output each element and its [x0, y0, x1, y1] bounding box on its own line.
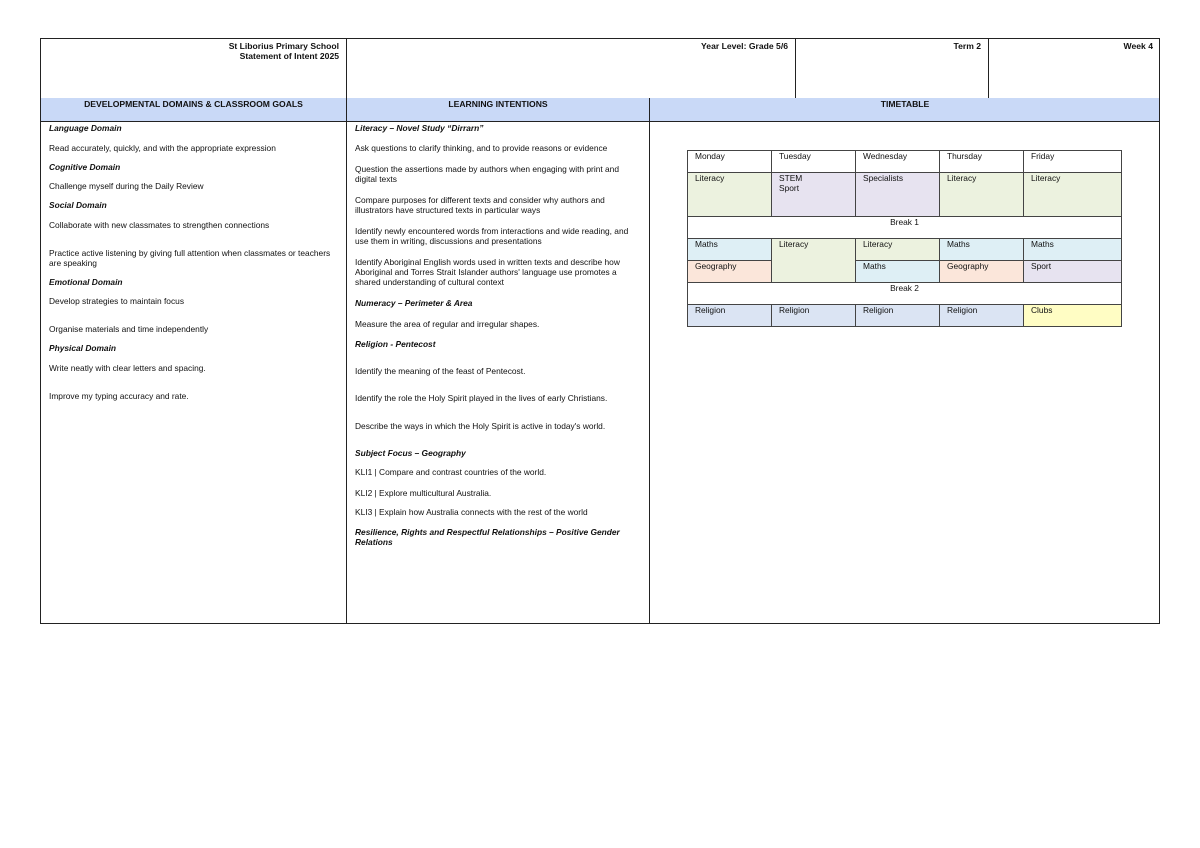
timetable-day-row: [688, 151, 1122, 173]
timetable-cell: Specialists: [856, 173, 940, 217]
emotional-goal-2: Organise materials and time independently: [49, 324, 209, 334]
social-goal-1: Collaborate with new classmates to strengthen connections: [49, 220, 270, 230]
timetable-cell: Maths: [856, 261, 940, 283]
subject-intention-3: KLI3 | Explain how Australia connects with the rest of the world: [355, 507, 588, 517]
religion-intention-2: Identify the role the Holy Spirit played in the lives of early Christians.: [355, 393, 608, 403]
religion-heading: Religion - Pentecost: [355, 339, 436, 349]
doc-title: Statement of Intent 2025: [239, 51, 339, 61]
religion-intention-3: Describe the ways in which the Holy Spirit is active in today's world.: [355, 421, 606, 431]
intentions-column: [347, 122, 650, 623]
physical-domain-heading: Physical Domain: [49, 343, 117, 353]
timetable-cell: Religion: [772, 305, 856, 327]
timetable-cell: Religion: [688, 305, 772, 327]
timetable-break-2: [688, 283, 1122, 305]
literacy-intention-1: Ask questions to clarify thinking, and to provide reasons or evidence: [355, 143, 608, 153]
language-domain-heading: Language Domain: [49, 123, 122, 133]
numeracy-heading: Numeracy – Perimeter & Area: [355, 298, 473, 308]
literacy-intention-2: Question the assertions made by authors when engaging with print and digital texts: [355, 164, 619, 184]
emotional-goal-1: Develop strategies to maintain focus: [49, 296, 185, 306]
timetable-break-1: [688, 217, 1122, 239]
timetable-cell: Religion: [940, 305, 1024, 327]
physical-goal-2: Improve my typing accuracy and rate.: [49, 391, 189, 401]
term-cell: [796, 39, 989, 98]
header-row: [41, 39, 1159, 99]
break-2-label: Break 2: [688, 283, 1122, 305]
school-name: St Liborius Primary School: [228, 41, 339, 51]
school-cell: [41, 39, 347, 98]
numeracy-intention-1: Measure the area of regular and irregular shapes.: [355, 319, 540, 329]
language-goal-1: Read accurately, quickly, and with the appropriate expression: [49, 143, 276, 153]
day-friday: Friday: [1024, 151, 1122, 173]
year-level-cell: [347, 39, 796, 98]
goals-column-title: DEVELOPMENTAL DOMAINS & CLASSROOM GOALS: [41, 98, 347, 121]
cognitive-goal-1: Challenge myself during the Daily Review: [49, 181, 204, 191]
literacy-intention-3: Compare purposes for different texts and consider why authors and illustrators have structured texts in particular ways: [355, 195, 605, 215]
column-title-bar: [41, 98, 1159, 122]
term: Term 2: [953, 41, 981, 51]
timetable-session-1: [688, 173, 1122, 217]
timetable-cell: Maths: [1024, 239, 1122, 261]
goals-column: [41, 122, 347, 623]
timetable-cell: Literacy: [856, 239, 940, 261]
literacy-intention-4: Identify newly encountered words from interactions and wide reading, and use them in writing, discussions and presentations: [355, 226, 629, 246]
week: Week 4: [1123, 41, 1153, 51]
day-tuesday: Tuesday: [772, 151, 856, 173]
social-goal-2: Practice active listening by giving full attention when classmates or teachers are speaking: [49, 248, 331, 268]
timetable-column-title: TIMETABLE: [880, 99, 930, 109]
subject-intention-1: KLI1 | Compare and contrast countries of the world.: [355, 467, 547, 477]
subject-focus-heading: Subject Focus – Geography: [355, 448, 466, 458]
timetable-session-2a: [688, 239, 1122, 261]
day-monday: Monday: [688, 151, 772, 173]
timetable-cell: Maths: [688, 239, 772, 261]
timetable-cell: Clubs: [1024, 305, 1122, 327]
timetable-cell: Sport: [1024, 261, 1122, 283]
statement-of-intent-sheet: [40, 38, 1160, 624]
timetable-cell: STEM Sport: [772, 173, 856, 217]
week-cell: [989, 39, 1160, 98]
timetable-cell: Literacy: [772, 239, 856, 283]
timetable-session-3: [688, 305, 1122, 327]
timetable-cell: Maths: [940, 239, 1024, 261]
subject-intention-2: KLI2 | Explore multicultural Australia.: [355, 488, 492, 498]
rrrr-heading: Resilience, Rights and Respectful Relationships – Positive Gender Relations: [355, 527, 620, 547]
timetable-cell: Literacy: [940, 173, 1024, 217]
literacy-heading: Literacy – Novel Study “Dirrarn”: [355, 123, 484, 133]
emotional-domain-heading: Emotional Domain: [49, 277, 123, 287]
timetable-session-2b: [688, 261, 1122, 283]
religion-intention-1: Identify the meaning of the feast of Pentecost.: [355, 366, 526, 376]
weekly-timetable: [687, 150, 1122, 327]
timetable-cell: Literacy: [1024, 173, 1122, 217]
cognitive-domain-heading: Cognitive Domain: [49, 162, 121, 172]
break-1-label: Break 1: [688, 217, 1122, 239]
social-domain-heading: Social Domain: [49, 200, 107, 210]
timetable-cell: Geography: [940, 261, 1024, 283]
timetable-cell: Literacy: [688, 173, 772, 217]
year-level: Year Level: Grade 5/6: [701, 41, 788, 51]
timetable-cell: Religion: [856, 305, 940, 327]
timetable-column: [650, 122, 1160, 623]
timetable-cell: Geography: [688, 261, 772, 283]
physical-goal-1: Write neatly with clear letters and spacing.: [49, 363, 206, 373]
day-thursday: Thursday: [940, 151, 1024, 173]
day-wednesday: Wednesday: [856, 151, 940, 173]
literacy-intention-5: Identify Aboriginal English words used in written texts and describe how Aboriginal and Torres Strait Islander authors' language use promotes a shared understanding of cultural context: [355, 257, 620, 287]
intentions-column-title: LEARNING INTENTIONS: [347, 98, 650, 121]
